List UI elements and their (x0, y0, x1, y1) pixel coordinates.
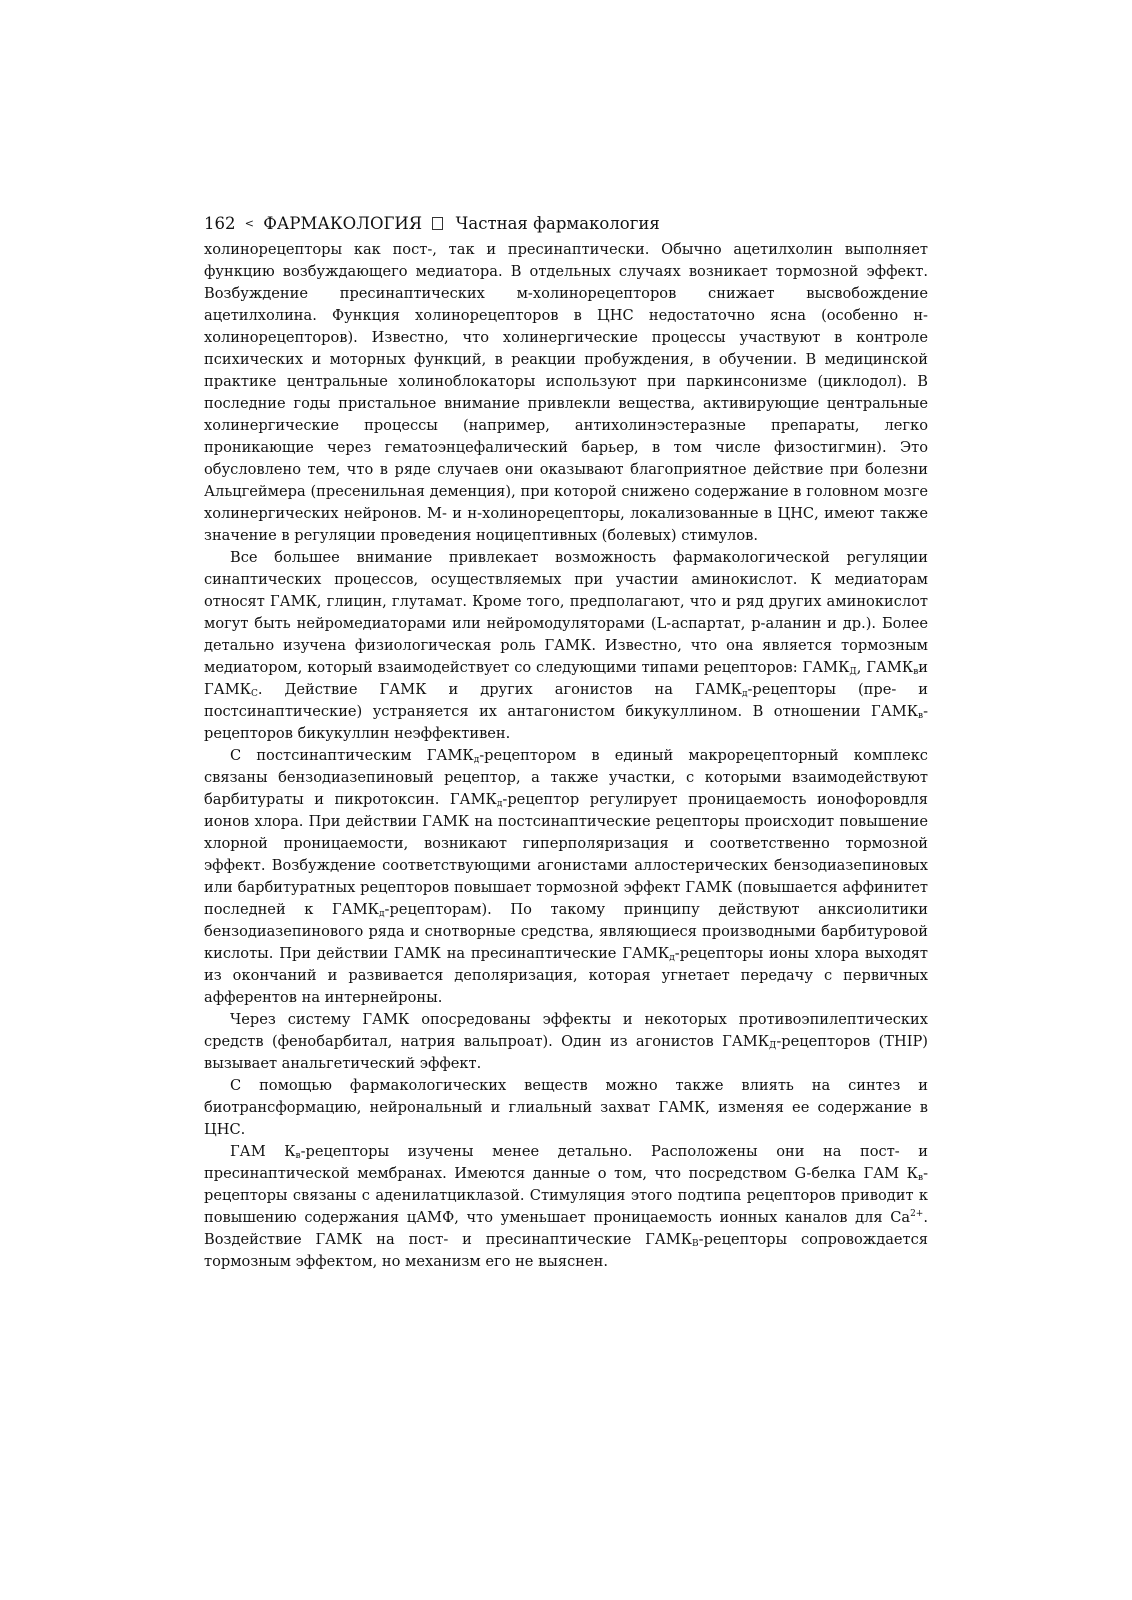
text-run: -рецепторы ионы хлора выходят из окончаний и развивается деполяризация, которая угнетает передачу с первичных афферентов на интернейроны. (204, 945, 928, 1006)
square-bullet-icon (432, 217, 443, 230)
text-run: Через систему ГАМК опосредованы эффекты и некоторых противоэпилептических средств (фенобарбитал, натрия вальпроат). Один из агонистов ГАМК (204, 1011, 928, 1050)
subscript: Д (849, 667, 857, 677)
subscript: в (295, 1151, 301, 1161)
paragraph-5 (204, 1075, 928, 1141)
subscript: в (917, 1173, 924, 1183)
text-run: ГАМ К (230, 1143, 296, 1160)
text-run: -рецепторы сопровождается тормозным эффектом, но механизм его не выяснен. (204, 1231, 929, 1270)
text-run: -рецепторов (THIP) вызывает анальгетический эффект. (204, 1033, 928, 1072)
paragraph-1 (204, 239, 928, 547)
text-run: и ГАМК (204, 659, 929, 698)
paragraph-3 (204, 745, 928, 1009)
paragraph-6 (204, 1141, 928, 1273)
subscript: в (913, 667, 919, 677)
subscript: д (473, 755, 480, 765)
text-run: -рецептором в единый макрорецепторный комплекс связаны бензодиазепиновый рецептор, а также участки, с которыми взаимодействуют барбитураты и пикротоксин. ГАМК (204, 747, 928, 808)
text-run: -рецепторов бикукуллин неэффективен. (204, 703, 928, 742)
section-title: Частная фармакология (455, 214, 660, 233)
text-run: -рецепторы связаны с аденилатциклазой. Стимуляция этого подтипа рецепторов приводит к повышению содержания цАМФ, что уменьшает проницаемость ионных каналов для Са (204, 1165, 928, 1226)
paragraph-2 (204, 547, 928, 745)
text-run: . Действие ГАМК и других агонистов на ГАМК (257, 681, 742, 698)
subscript: д (378, 909, 385, 919)
text-run: -рецепторы (пре- и постсинаптические) устраняется их антагонистом бикукуллином. В отношении ГАМК (204, 681, 929, 720)
text-run: -рецепторы изучены менее детально. Расположены они на пост- и пресинаптической мембранах. Имеются данные о том, что посредством G-белка ГАМ К (204, 1143, 929, 1182)
header-separator: < (244, 217, 254, 230)
text-run: -рецептор регулирует проницаемость ионофоровдля ионов хлора. При действии ГАМК на постсинаптические рецепторы происходит повышение хлорной проницаемости, возникают гиперполяризация и соответственно тормозной эффект. Возбуждение соответствующими агонистами аллостерических бензодиазепиновых или барбитуратных рецепторов повышает тормозной эффект ГАМК (повышается аффинитет последней к ГАМК (204, 791, 929, 918)
text-run: Все большее внимание привлекает возможность фармакологической регуляции синаптических процессов, осуществляемых при участии аминокислот. К медиаторам относят ГАМК, глицин, глутамат. Кроме того, предполагают, что и ряд других аминокислот могут быть нейромедиаторами или нейромодуляторами (L-аспартат, р-аланин и др.). Более детально изучена физиологическая роль ГАМК. Известно, что она является тормозным медиатором, который взаимодействует со следующими типами рецепторов: ГАМК (204, 549, 928, 676)
page-number: 162 (204, 214, 236, 233)
subscript: Д (769, 1041, 777, 1051)
text-run: -рецепторам). По такому принципу действуют анксиолитики бензодиазепинового ряда и снотворные средства, являющиеся производными барбитуровой кислоты. При действии ГАМК на пресинаптические ГАМК (204, 901, 928, 962)
subscript: д (496, 799, 503, 809)
text-run: , ГАМК (856, 659, 914, 676)
paragraph-4 (204, 1009, 928, 1075)
subscript: В (692, 1239, 699, 1249)
text-run: холинорецепторы как пост-, так и пресинаптически. Обычно ацетилхолин выполняет функцию возбуждающего медиатора. В отдельных случаях возникает тормозной эффект. Возбуждение пресинаптических м-холинорецепторов снижает высвобождение ацетилхолина. Функция холинорецепторов в ЦНС недостаточно ясна (особенно н-холинорецепторов). Известно, что холинергические процессы участвуют в контроле психических и моторных функций, в реакции пробуждения, в обучении. В медицинской практике центральные холиноблокаторы используют при паркинсонизме (циклодол). В последние годы пристальное внимание привлекли вещества, активирующие центральные холинергические процессы (например, антихолинэстеразные препараты, легко проникающие через гематоэнцефалический барьер, в том числе физостигмин). Это обусловлено тем, что в ряде случаев они оказывают благоприятное действие при болезни Альцгеймера (пресенильная деменция), при которой снижено содержание в головном мозге холинергических нейронов. М- и н-холинорецепторы, локализованные в ЦНС, имеют также значение в регуляции проведения ноцицептивных (болевых) стимулов. (204, 241, 928, 544)
subscript: С (250, 689, 258, 699)
subscript: в (917, 711, 924, 721)
superscript: 2+ (910, 1209, 924, 1219)
running-header (204, 213, 928, 235)
text-run: . Воздействие ГАМК на пост- и пресинаптические ГАМК (204, 1209, 928, 1248)
book-title: ФАРМАКОЛОГИЯ (263, 214, 423, 233)
subscript: д (669, 953, 675, 963)
book-page (204, 213, 928, 1273)
body-text (204, 239, 928, 1273)
subscript: д (741, 689, 748, 699)
text-run: С помощью фармакологических веществ можно также влиять на синтез и биотрансформацию, нейрональный и глиальный захват ГАМК, изменяя ее содержание в ЦНС. (204, 1077, 928, 1138)
text-run: С постсинаптическим ГАМК (230, 747, 474, 764)
